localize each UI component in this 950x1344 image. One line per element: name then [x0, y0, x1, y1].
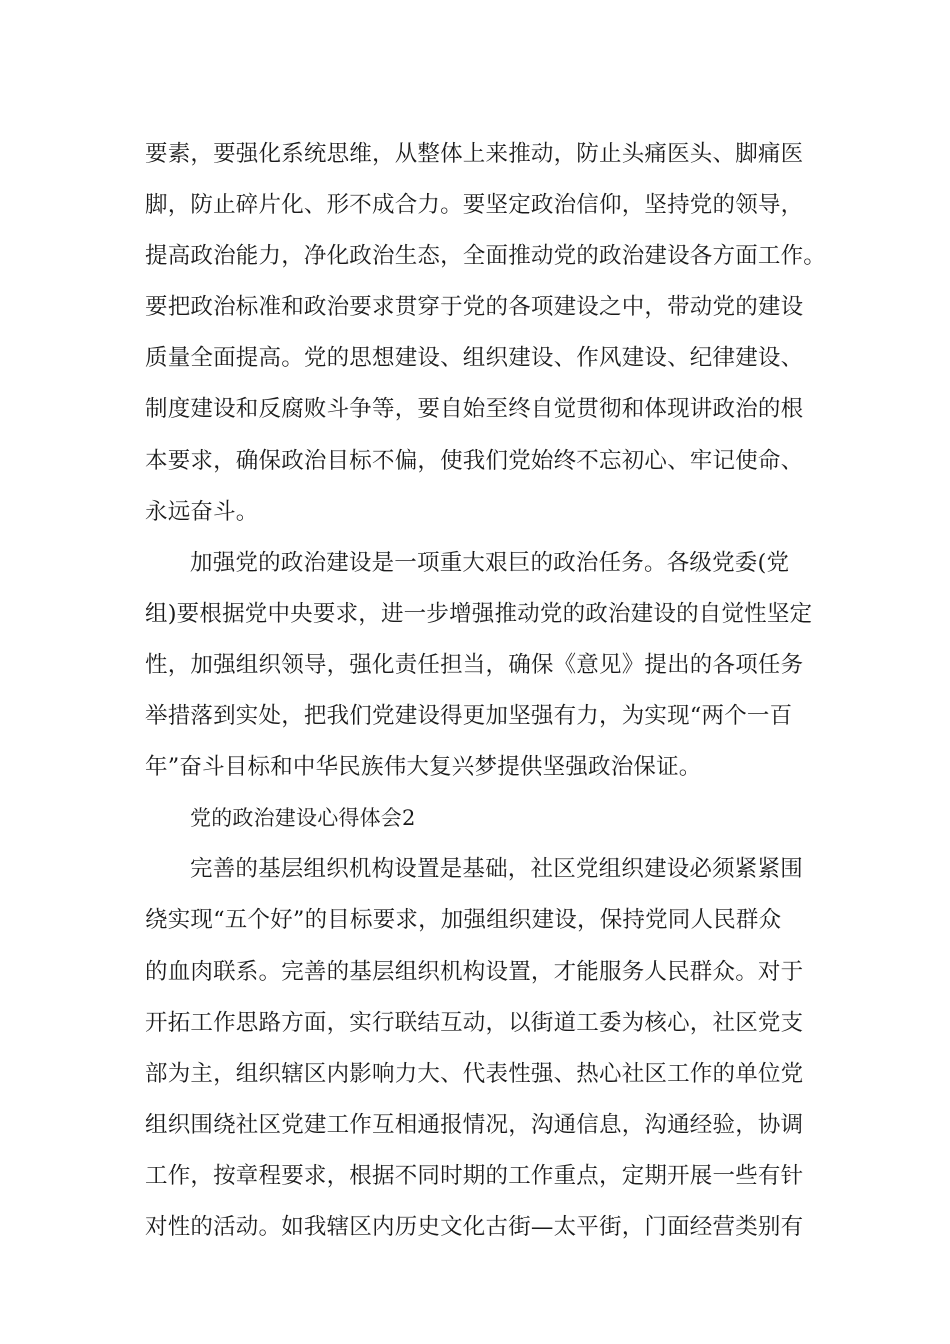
paragraph-line: 年”奋斗目标和中华民族伟大复兴梦提供坚强政治保证。 [145, 754, 702, 781]
paragraph-line: 提高政治能力，净化政治生态，全面推动党的政治建设各方面工作。 [145, 243, 827, 270]
paragraph-line: 组)要根据党中央要求，进一步增强推动党的政治建设的自觉性坚定 [145, 600, 813, 627]
paragraph-line: 组织围绕社区党建工作互相通报情况，沟通信息，沟通经验，协调 [145, 1111, 804, 1138]
paragraph-line: 永远奋斗。 [145, 498, 259, 525]
paragraph-line: 完善的基层组织机构设置是基础，社区党组织建设必须紧紧围 [190, 856, 803, 883]
paragraph-line: 的血肉联系。完善的基层组织机构设置，才能服务人民群众。对于 [145, 958, 804, 985]
paragraph-line: 要素，要强化系统思维，从整体上来推动，防止头痛医头、脚痛医 [145, 141, 804, 167]
paragraph-line: 绕实现“五个好”的目标要求，加强组织建设，保持党同人民群众 [145, 907, 782, 934]
paragraph-line: 工作，按章程要求，根据不同时期的工作重点，定期开展一些有针 [145, 1162, 804, 1189]
paragraph-line: 部为主，组织辖区内影响力大、代表性强、热心社区工作的单位党 [145, 1060, 804, 1087]
body-text [145, 129, 827, 1253]
paragraph-line: 制度建设和反腐败斗争等，要自始至终自觉贯彻和体现讲政治的根 [145, 396, 804, 423]
paragraph-line: 质量全面提高。党的思想建设、组织建设、作风建设、纪律建设、 [145, 345, 804, 372]
paragraph-line: 要把政治标准和政治要求贯穿于党的各项建设之中，带动党的建设 [145, 294, 804, 321]
paragraph-line: 加强党的政治建设是一项重大艰巨的政治任务。各级党委(党 [190, 549, 790, 576]
paragraph-line: 本要求，确保政治目标不偏，使我们党始终不忘初心、牢记使命、 [145, 447, 804, 474]
paragraph-line: 脚，防止碎片化、形不成合力。要坚定政治信仰，坚持党的领导， [145, 192, 804, 219]
paragraph-line: 对性的活动。如我辖区内历史文化古街—太平街，门面经营类别有 [145, 1213, 804, 1240]
paragraph-line: 开拓工作思路方面，实行联结互动，以街道工委为核心，社区党支 [145, 1009, 804, 1036]
section-heading: 党的政治建设心得体会2 [190, 806, 416, 831]
paragraph-line: 举措落到实处，把我们党建设得更加坚强有力，为实现“两个一百 [145, 703, 793, 730]
paragraph-line: 性，加强组织领导，强化责任担当，确保《意见》提出的各项任务 [145, 651, 804, 678]
